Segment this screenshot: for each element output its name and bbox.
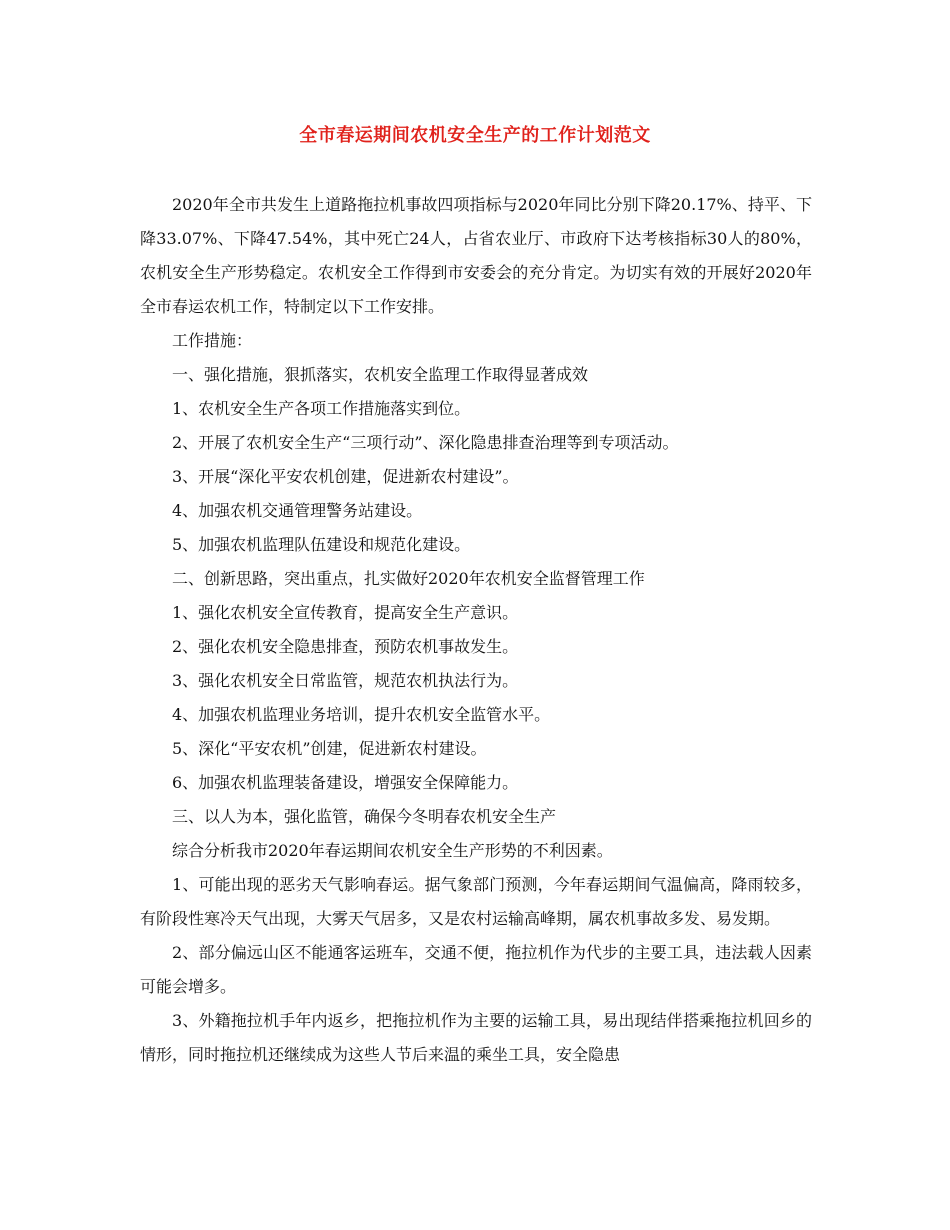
list-item: 5、深化“平安农机”创建，促进新农村建设。 <box>172 739 487 758</box>
list-item: 6、加强农机监理装备建设，增强安全保障能力。 <box>172 773 519 792</box>
list-item: 1、农机安全生产各项工作措施落实到位。 <box>172 399 471 418</box>
section-heading: 二、创新思路，突出重点，扎实做好2020年农机安全监督管理工作 <box>172 569 645 588</box>
paragraph: 工作措施： <box>172 331 253 350</box>
document-title: 全市春运期间农机安全生产的工作计划范文 <box>299 125 651 146</box>
list-item: 2、强化农机安全隐患排查，预防农机事故发生。 <box>172 637 519 656</box>
list-item: 3、开展“深化平安农机创建，促进新农村建设”。 <box>172 467 519 486</box>
list-item: 3、外籍拖拉机手年内返乡，把拖拉机作为主要的运输工具，易出现结伴搭乘拖拉机回乡的情形，同时拖拉机还继续成为这些人节后来温的乘坐工具，安全隐患 <box>140 1011 812 1064</box>
list-item: 4、加强农机监理业务培训，提升农机安全监管水平。 <box>172 705 551 724</box>
paragraph: 2020年全市共发生上道路拖拉机事故四项指标与2020年同比分别下降20.17%、持平、下降33.07%、下降47.54%，其中死亡24人，占省农业厅、市政府下达考核指标30人的80%，农机安全生产形势稳定。农机安全工作得到市安委会的充分肯定。为切实有效的开展好2020年全市春运农机工作，特制定以下工作安排。 <box>140 195 812 316</box>
document-body <box>140 188 812 1072</box>
section-heading: 一、强化措施，狠抓落实，农机安全监理工作取得显著成效 <box>172 365 589 384</box>
list-item: 5、加强农机监理队伍建设和规范化建设。 <box>172 535 471 554</box>
paragraph: 综合分析我市2020年春运期间农机安全生产形势的不利因素。 <box>172 841 613 860</box>
section-heading: 三、以人为本，强化监管，确保今冬明春农机安全生产 <box>172 807 557 826</box>
list-item: 3、强化农机安全日常监管，规范农机执法行为。 <box>172 671 519 690</box>
list-item: 4、加强农机交通管理警务站建设。 <box>172 501 423 520</box>
list-item: 1、可能出现的恶劣天气影响春运。据气象部门预测，今年春运期间气温偏高，降雨较多，有阶段性寒冷天气出现，大雾天气居多，又是农村运输高峰期，属农机事故多发、易发期。 <box>140 875 812 928</box>
list-item: 1、强化农机安全宣传教育，提高安全生产意识。 <box>172 603 519 622</box>
list-item: 2、部分偏远山区不能通客运班车，交通不便，拖拉机作为代步的主要工具，违法载人因素可能会增多。 <box>140 943 812 996</box>
list-item: 2、开展了农机安全生产“三项行动”、深化隐患排查治理等到专项活动。 <box>172 433 679 452</box>
